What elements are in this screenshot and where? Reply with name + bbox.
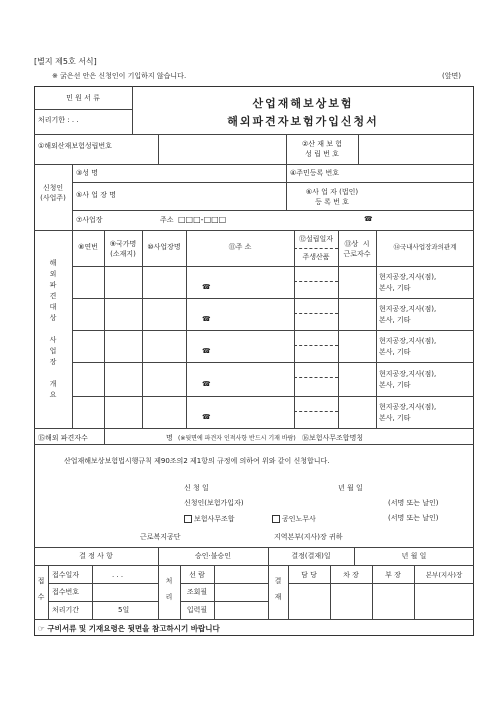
col-main-product: 주생산품 — [302, 253, 330, 261]
input-insurance-no[interactable] — [359, 135, 473, 163]
row3-phone-icon: ☎ — [202, 347, 211, 355]
option-insurance-union[interactable] — [184, 515, 235, 523]
receipt-date-value[interactable]: . . . — [112, 571, 124, 579]
option-labor-attorney[interactable] — [272, 515, 316, 523]
applicant-sign-label: 신청인(보험가입자) — [184, 499, 244, 507]
row2-relation[interactable]: 현지공장,지사(점), 본사, 기타 — [379, 305, 437, 324]
col-workers: ⑬상 시 근로자수 — [343, 240, 371, 258]
col-relation: ⑭국내사업장과의관계 — [393, 243, 457, 251]
proc-period-value: 5일 — [118, 606, 130, 614]
recipient-org: 근로복지공단 — [140, 533, 181, 541]
processing-period-label: 처리기한 : . . — [38, 116, 79, 124]
page-side-label: (앞면) — [442, 72, 461, 80]
field-overseas-insurance-no: ①해외산재보험성립번호 — [38, 142, 112, 150]
field-address-label: 주소 — [160, 216, 174, 224]
apply-date-value[interactable]: 년 월 일 — [338, 484, 363, 492]
field-workplace-name: ⑤사 업 장 명 — [76, 191, 116, 199]
civil-docs-label: 민 원 서 류 — [66, 94, 100, 102]
postal-code-boxes[interactable]: □□□-□□□ — [178, 215, 227, 224]
dispatch-count-note: (※뒷면에 파견자 인적사항 반드시 기재 바람) — [178, 435, 296, 442]
row2-phone-icon: ☎ — [202, 315, 211, 323]
field-dispatch-count: ⑮해외 파견자수 — [38, 434, 88, 442]
approval-deputy: 차 장 — [343, 571, 359, 579]
input-overseas-insurance-no[interactable] — [159, 135, 285, 163]
decision-approve: 승인·불승인 — [194, 552, 232, 560]
decision-date-label: 결정(결재)일 — [291, 552, 331, 560]
receipt-date-label: 접수일자 — [52, 571, 80, 579]
approval-label: 결 재 — [274, 577, 282, 601]
header-note: ※ 굵은선 안은 신청인이 기입하지 않습니다. — [52, 72, 187, 80]
receipt-label: 접 수 — [37, 577, 45, 601]
form-title-line2: 해외파견자보험가입신청서 — [227, 115, 379, 128]
field-insurance-union: ⑯보험사무조합명칭 — [302, 434, 364, 442]
phone-icon: ☎ — [364, 215, 373, 223]
field-workplace: ⑦사업장 — [76, 216, 103, 224]
col-serial: ⑧연번 — [78, 243, 98, 251]
statement-text: 산업재해보상보험법시행규칙 제90조의2 제1항의 규정에 의하여 위와 같이 신청합니다. — [64, 457, 330, 465]
overview-side-label: 해 외 파 견 대 상 사 업 장 개 요 — [49, 259, 57, 399]
applicant-label: 신청인 (사업주) — [40, 184, 66, 202]
footer-note: ☞ 구비서류 및 기재요령은 뒷면을 참고하시기 바랍니다 — [38, 624, 220, 633]
agent-sign-mark: (서명 또는 날인) — [388, 514, 439, 522]
row5-relation[interactable]: 현지공장,지사(점), 본사, 기타 — [379, 403, 437, 422]
row4-relation[interactable]: 현지공장,지사(점), 본사, 기타 — [379, 370, 437, 389]
approval-director: 본부(지사)장 — [425, 571, 463, 579]
row1-relation[interactable]: 현지공장,지사(점), 본사, 기타 — [379, 273, 437, 292]
field-insurance-no: ②산 재 보 험 성 립 번 호 — [302, 140, 342, 158]
form-number: [별지 제5호 서식] — [34, 57, 97, 66]
process-review: 선 람 — [189, 571, 205, 579]
row4-phone-icon: ☎ — [202, 380, 211, 388]
field-business-reg-no: ⑥사 업 자 (법인) 등 록 번 호 — [305, 188, 359, 206]
recipient-dept: 지역본부(지사)장 귀하 — [274, 533, 343, 541]
field-resident-no: ④주민등록 번호 — [290, 169, 340, 177]
col-established: ⑫설립일자 — [298, 235, 334, 243]
process-label: 처 리 — [165, 577, 173, 601]
checkbox-icon[interactable] — [272, 515, 280, 523]
decision-items: 결 정 사 항 — [79, 552, 113, 560]
receipt-no-label: 접수번호 — [52, 588, 80, 596]
dispatch-count-unit: 명 — [166, 434, 173, 442]
row1-phone-icon: ☎ — [202, 283, 211, 291]
col-address: ⑪주 소 — [228, 243, 252, 251]
decision-date-value[interactable]: 년 월 일 — [401, 552, 427, 560]
process-inquiry: 조회필 — [186, 588, 208, 596]
approval-manager: 부 장 — [385, 571, 401, 579]
approval-staff: 담 당 — [301, 571, 317, 579]
form-title-line1: 산업재해보상보험 — [252, 97, 354, 110]
field-name: ③성 명 — [76, 169, 99, 177]
option-labor-attorney-label: 공인노무사 — [282, 515, 316, 523]
row5-phone-icon: ☎ — [202, 413, 211, 421]
option-insurance-union-label: 보험사무조합 — [194, 515, 235, 523]
row3-relation[interactable]: 현지공장,지사(점), 본사, 기타 — [379, 337, 437, 356]
col-country: ⑨국가명 (소재지) — [109, 240, 137, 258]
col-workplace-name: ⑩사업장명 — [147, 243, 181, 251]
process-input: 입력필 — [186, 606, 208, 614]
proc-period-label: 처리기간 — [52, 606, 80, 614]
apply-date-label: 신 청 일 — [184, 484, 209, 492]
checkbox-icon[interactable] — [184, 515, 192, 523]
applicant-sign-mark: (서명 또는 날인) — [388, 499, 439, 507]
